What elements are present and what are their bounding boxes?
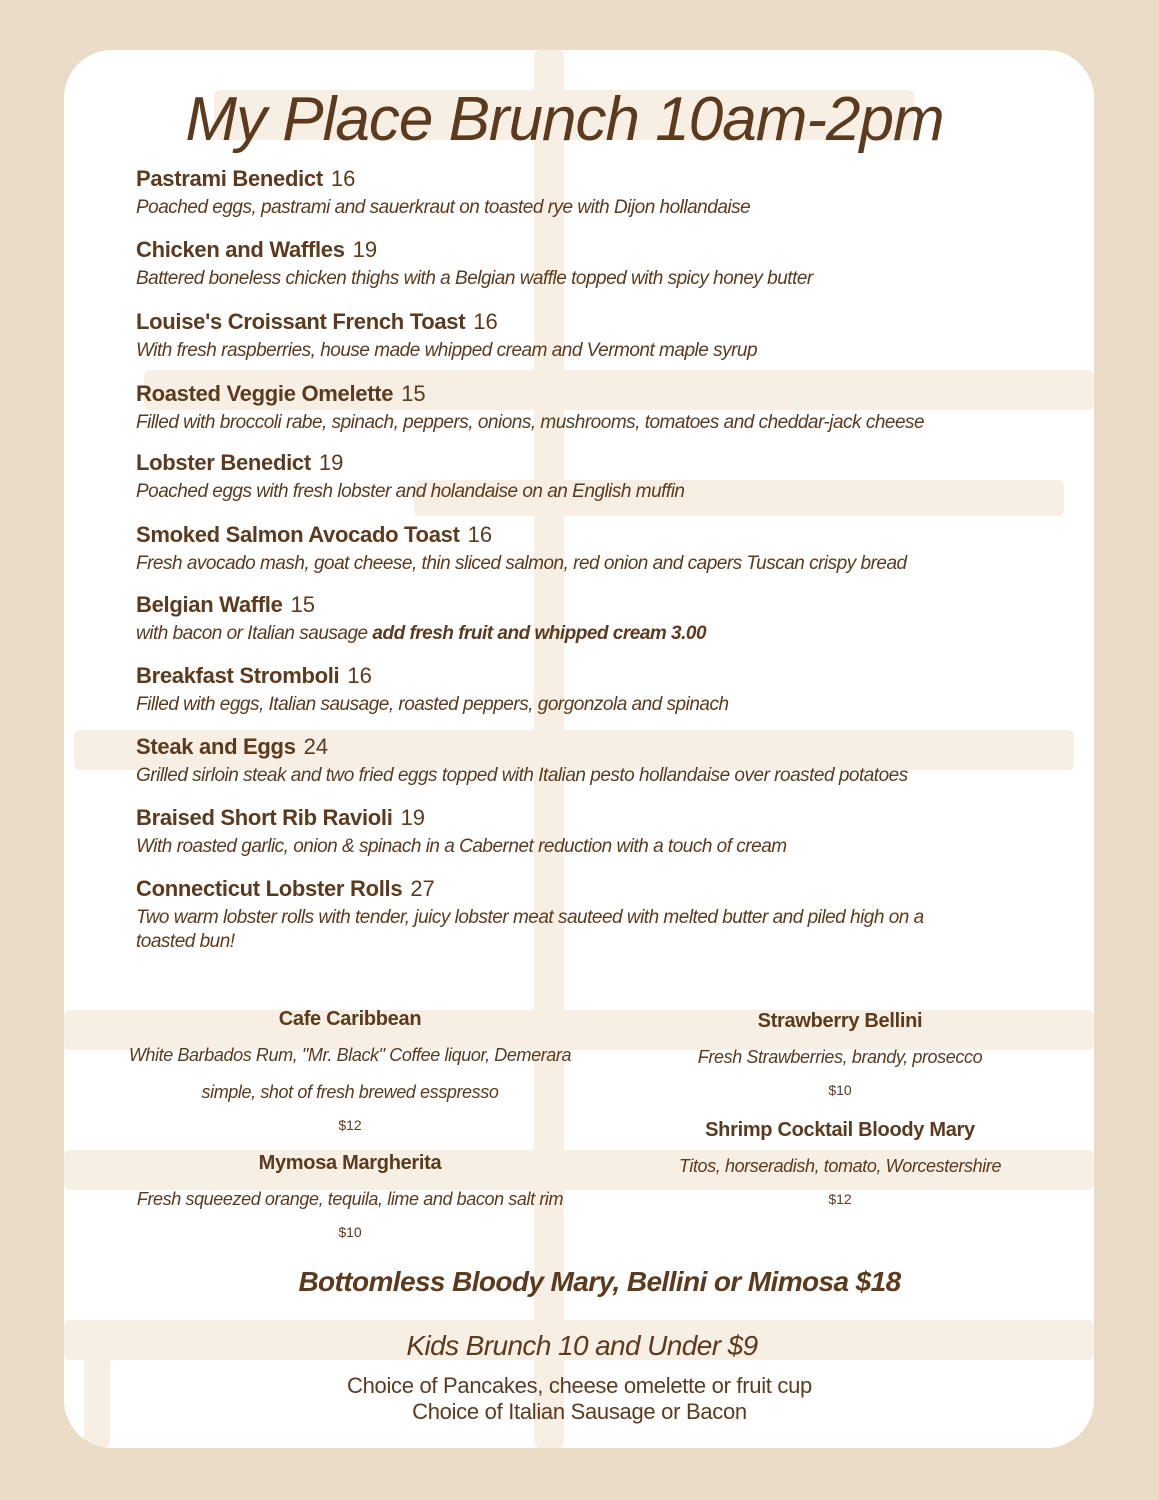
item-name: Belgian Waffle [136, 592, 283, 617]
item-price: 19 [352, 237, 378, 262]
drink-description: Titos, horseradish, tomato, Worcestershire [678, 1156, 1002, 1176]
drink-item [110, 1008, 590, 1133]
drink-description: Fresh squeezed orange, tequila, lime and bacon salt rim [136, 1189, 564, 1209]
item-price: 19 [318, 450, 344, 475]
drink-name: Mymosa Margherita [258, 1152, 442, 1174]
drink-item [640, 1010, 1040, 1098]
item-name: Roasted Veggie Omelette [136, 381, 394, 406]
menu-item [136, 663, 1036, 717]
bottomless-offer: Bottomless Bloody Mary, Bellini or Mimosa $18 [298, 1266, 901, 1297]
menu-item [136, 309, 1036, 363]
kids-brunch-line: Choice of Pancakes, cheese omelette or fruit cup [347, 1373, 812, 1398]
item-description: Poached eggs, pastrami and sauerkraut on toasted rye with Dijon hollandaise [136, 197, 751, 218]
item-price: 15 [401, 381, 426, 406]
menu-item [136, 522, 1036, 576]
item-description: Fresh avocado mash, goat cheese, thin sliced salmon, red onion and capers Tuscan crispy bread [136, 553, 907, 574]
menu-item [136, 876, 986, 954]
item-price: 16 [330, 166, 356, 191]
item-price: 16 [347, 663, 372, 688]
menu-item [136, 450, 1036, 504]
item-name: Smoked Salmon Avocado Toast [136, 522, 460, 547]
drink-description: White Barbados Rum, "Mr. Black" Coffee liquor, Demerara simple, shot of fresh brewed esspresso [128, 1045, 572, 1102]
drink-item [100, 1152, 600, 1240]
item-price: 24 [303, 734, 329, 759]
item-name: Pastrami Benedict [136, 166, 323, 191]
item-name: Connecticut Lobster Rolls [136, 876, 403, 901]
drink-name: Cafe Caribbean [278, 1008, 422, 1030]
item-description-addon: add fresh fruit and whipped cream 3.00 [372, 623, 707, 644]
drink-name: Shrimp Cocktail Bloody Mary [705, 1119, 975, 1141]
item-name: Steak and Eggs [136, 734, 296, 759]
drink-description: Fresh Strawberries, brandy, prosecco [697, 1047, 983, 1067]
item-description: Grilled sirloin steak and two fried eggs topped with Italian pesto hollandaise over roasted potatoes [136, 765, 908, 786]
kids-brunch-line: Choice of Italian Sausage or Bacon [412, 1399, 747, 1424]
item-description-text: with bacon or Italian sausage [136, 623, 368, 644]
kids-brunch-title: Kids Brunch 10 and Under $9 [406, 1330, 758, 1361]
drink-price: $10 [338, 1224, 362, 1240]
drink-name: Strawberry Bellini [757, 1010, 923, 1032]
item-description [136, 622, 1036, 646]
item-name: Braised Short Rib Ravioli [136, 805, 393, 830]
item-price: 15 [290, 592, 316, 617]
item-name: Chicken and Waffles [136, 237, 345, 262]
menu-item [136, 166, 1036, 220]
menu-item [136, 805, 1036, 859]
drink-price: $12 [828, 1191, 852, 1207]
item-price: 16 [467, 522, 493, 547]
item-description: With fresh raspberries, house made whipped cream and Vermont maple syrup [136, 340, 758, 361]
page-title: My Place Brunch 10am-2pm [185, 85, 944, 154]
menu-item [136, 592, 1036, 646]
drink-item [640, 1119, 1040, 1207]
drink-price: $10 [828, 1082, 852, 1098]
drink-price: $12 [338, 1117, 362, 1133]
item-price: 19 [400, 805, 426, 830]
item-name: Breakfast Stromboli [136, 663, 340, 688]
menu-item [136, 237, 1036, 291]
item-description: With roasted garlic, onion & spinach in a Cabernet reduction with a touch of cream [136, 836, 787, 857]
menu-item [136, 381, 1036, 435]
item-price: 27 [410, 876, 435, 901]
item-price: 16 [473, 309, 498, 334]
item-description: Two warm lobster rolls with tender, juicy lobster meat sauteed with melted butter and piled high on a toasted bun! [136, 907, 924, 952]
item-name: Louise's Croissant French Toast [136, 309, 466, 334]
item-description: Poached eggs with fresh lobster and holandaise on an English muffin [136, 481, 685, 502]
item-description: Filled with eggs, Italian sausage, roasted peppers, gorgonzola and spinach [136, 694, 729, 715]
item-description: Filled with broccoli rabe, spinach, peppers, onions, mushrooms, tomatoes and cheddar-jack cheese [136, 412, 925, 433]
item-name: Lobster Benedict [136, 450, 311, 475]
item-description: Battered boneless chicken thighs with a Belgian waffle topped with spicy honey butter [136, 268, 813, 289]
menu-item [136, 734, 1036, 788]
